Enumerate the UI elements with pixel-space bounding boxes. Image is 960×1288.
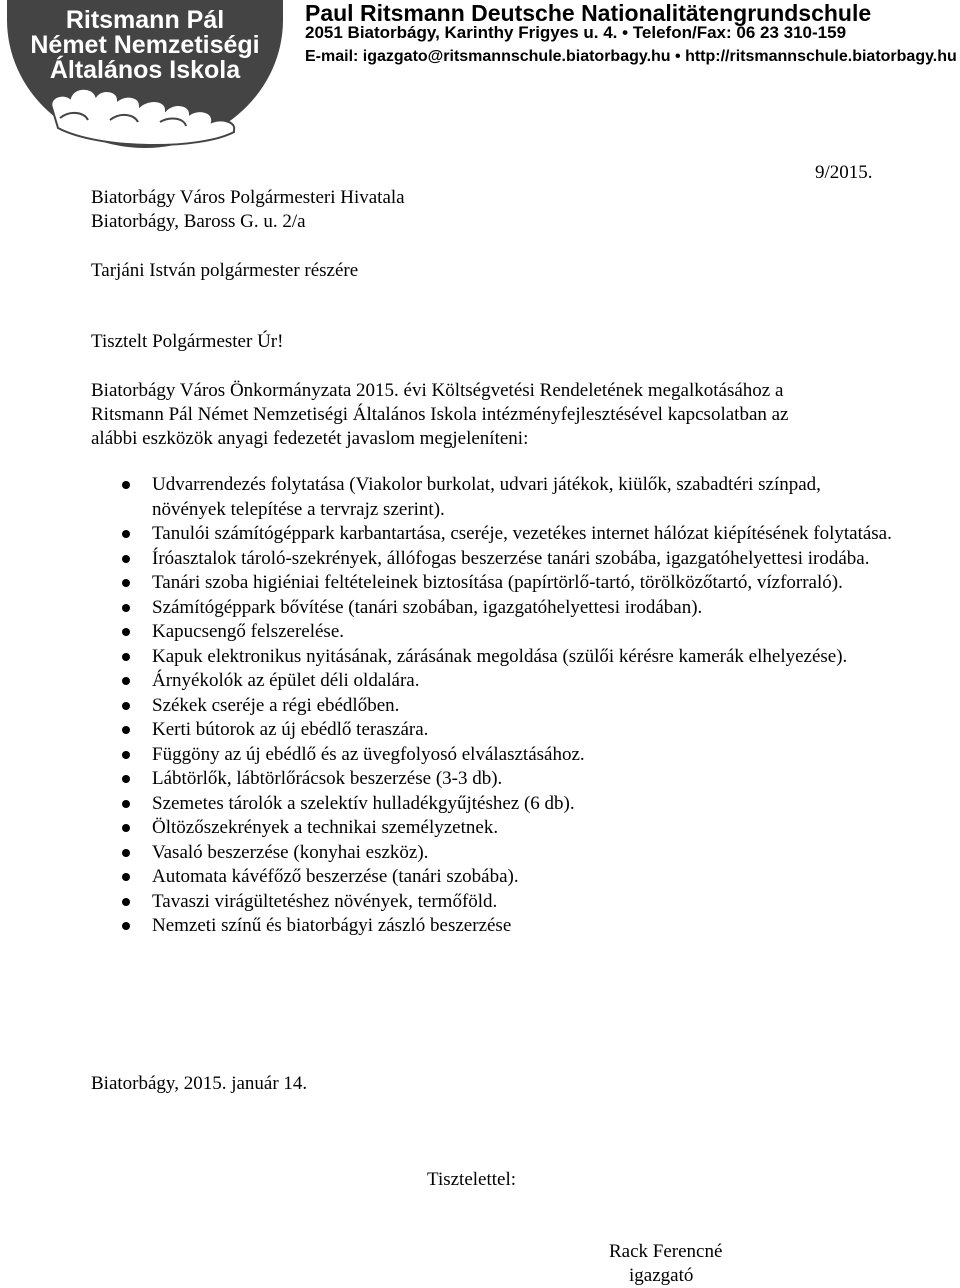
proposal-list xyxy=(0,473,960,939)
list-item xyxy=(0,645,892,670)
list-item-text: Udvarrendezés folytatása (Viakolor burkolat, udvari játékok, kiülők, szabadtéri színpad, növények telepítése a tervrajz szerint). xyxy=(152,474,821,520)
list-item-text: Öltözőszekrények a technikai személyzetnek. xyxy=(152,817,499,838)
list-item xyxy=(0,473,892,522)
date-line: Biatorbágy, 2015. január 14. xyxy=(91,1073,308,1094)
bullet-icon xyxy=(122,800,130,808)
list-item-text: Kapuk elektronikus nyitásának, zárásának megoldása (szülői kérésre kamerák elhelyezése). xyxy=(152,645,848,667)
list-item-text: Lábtörlők, lábtörlőrácsok beszerzése (3-3 db). xyxy=(152,768,503,789)
list-item-text: Íróasztalok tároló-szekrények, állófogas beszerzése tanári szobába, igazgatóhelyettesi irodába. xyxy=(152,547,870,569)
reference-number: 9/2015. xyxy=(815,162,873,183)
list-item xyxy=(0,694,892,719)
bullet-icon xyxy=(122,481,130,489)
intro-line: alábbi eszközök anyagi fedezetét javaslom megjeleníteni: xyxy=(91,428,529,449)
bullet-icon xyxy=(122,530,130,538)
signer-name: Rack Ferencné xyxy=(609,1241,723,1262)
bullet-icon xyxy=(122,751,130,759)
list-item xyxy=(0,865,892,890)
logo-line: Általános Iskola xyxy=(49,56,241,84)
list-item xyxy=(0,596,892,621)
list-item xyxy=(0,522,892,547)
list-item xyxy=(0,620,892,645)
school-address: 2051 Biatorbágy, Karinthy Frigyes u. 4. • Telefon/Fax: 06 23 310-159 xyxy=(305,23,847,42)
list-item-text: Kerti bútorok az új ebédlő teraszára. xyxy=(152,719,429,740)
recipient-line: Biatorbágy, Baross G. u. 2/a xyxy=(91,211,306,232)
list-item-text: Kapucsengő felszerelése. xyxy=(152,621,345,642)
bullet-icon xyxy=(122,628,130,636)
bullet-icon xyxy=(122,922,130,930)
closing: Tisztelettel: xyxy=(427,1169,517,1190)
bullet-icon xyxy=(122,873,130,881)
school-name-german: Paul Ritsmann Deutsche Nationalitätengrundschule xyxy=(305,0,872,26)
list-item-text: Székek cseréje a régi ebédlőben. xyxy=(152,694,400,716)
bullet-icon xyxy=(122,775,130,783)
bullet-icon xyxy=(122,555,130,563)
list-item-text: Számítógéppark bővítése (tanári szobában, igazgatóhelyettesi irodában). xyxy=(152,596,703,618)
bullet-icon xyxy=(122,898,130,906)
list-item xyxy=(0,816,892,841)
list-item-text: Szemetes tárolók a szelektív hulladékgyűjtéshez (6 db). xyxy=(152,792,575,814)
list-item xyxy=(0,841,892,866)
list-item-text: Tavaszi virágültetéshez növények, termőföld. xyxy=(152,890,498,912)
bullet-icon xyxy=(122,579,130,587)
bullet-icon xyxy=(122,726,130,734)
list-item xyxy=(0,571,892,596)
school-logo xyxy=(0,0,290,150)
list-item-text: Tanári szoba higiéniai feltételeinek biztosítása (papírtörlő-tartó, törölközőtartó, vízforraló). xyxy=(152,572,843,593)
bullet-icon xyxy=(122,677,130,685)
attention-line: Tarjáni István polgármester részére xyxy=(91,260,359,281)
list-item xyxy=(0,792,892,817)
list-item xyxy=(0,890,892,915)
bullet-icon xyxy=(122,653,130,661)
list-item xyxy=(0,547,892,572)
list-item xyxy=(0,914,892,939)
signer-title: igazgató xyxy=(629,1265,694,1286)
list-item-text: Függöny az új ebédlő és az üvegfolyosó elválasztásához. xyxy=(152,743,585,765)
intro-line: Biatorbágy Város Önkormányzata 2015. évi Költségvetési Rendeletének megalkotásához a xyxy=(91,380,784,401)
school-contact: E-mail: igazgato@ritsmannschule.biatorbagy.hu • http://ritsmannschule.biatorbagy.hu xyxy=(305,48,957,65)
intro-line: Ritsmann Pál Német Nemzetiségi Általános Iskola intézményfejlesztésével kapcsolatban az xyxy=(91,404,789,425)
list-item-text: Vasaló beszerzése (konyhai eszköz). xyxy=(152,841,429,863)
logo-line: Német Nemzetiségi xyxy=(30,31,260,59)
bullet-icon xyxy=(122,824,130,832)
list-item xyxy=(0,743,892,768)
logo-line: Ritsmann Pál xyxy=(65,6,225,34)
bullet-icon xyxy=(122,702,130,710)
list-item-text: Automata kávéfőző beszerzése (tanári szobába). xyxy=(152,866,519,887)
list-item-text: Tanulói számítógéppark karbantartása, cseréje, vezetékes internet hálózat kiépítésének folytatása. xyxy=(152,523,892,544)
list-item xyxy=(0,767,892,792)
list-item-text: Nemzeti színű és biatorbágyi zászló beszerzése xyxy=(152,915,512,936)
bullet-icon xyxy=(122,604,130,612)
salutation: Tisztelt Polgármester Úr! xyxy=(91,331,284,352)
list-item xyxy=(0,718,892,743)
recipient-line: Biatorbágy Város Polgármesteri Hivatala xyxy=(91,187,405,208)
list-item xyxy=(0,669,892,694)
bullet-icon xyxy=(122,849,130,857)
list-item-text: Árnyékolók az épület déli oldalára. xyxy=(152,670,420,691)
